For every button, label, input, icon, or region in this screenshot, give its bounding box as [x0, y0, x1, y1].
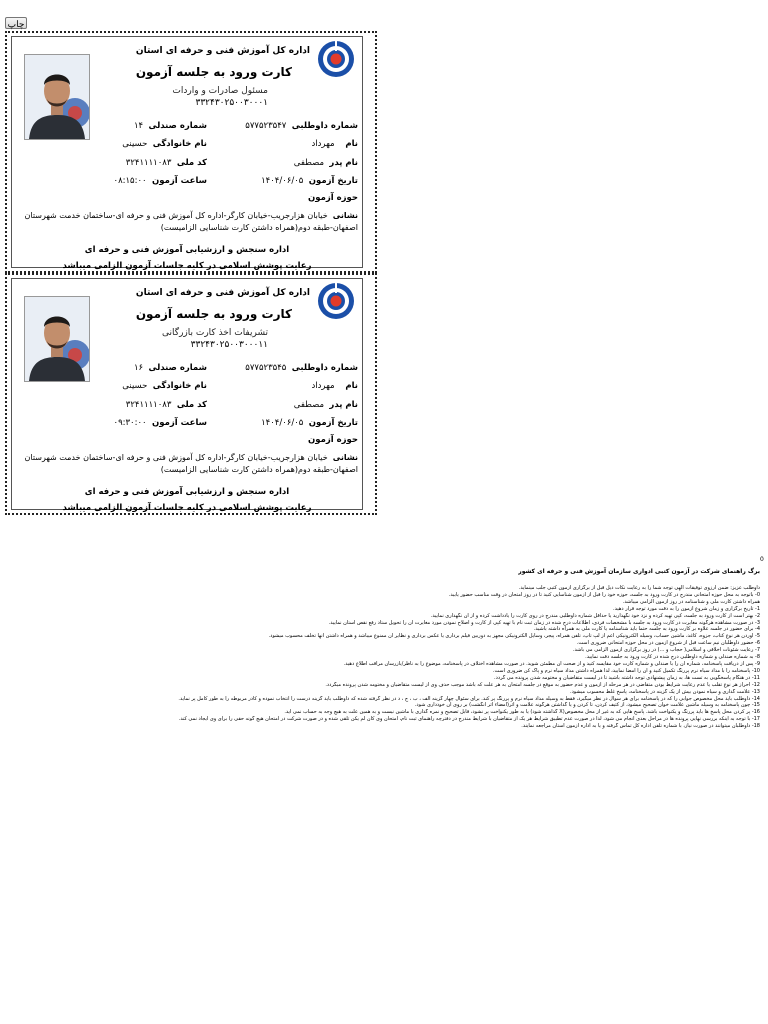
exam-area: حوزه آزمون	[308, 193, 358, 203]
guide-line: 4- برای حضور در جلسه علاوه بر کارت ورود به جلسه حتما باید شناسنامه یا کارت ملی به همراه داشته باشید.	[533, 626, 760, 633]
guide-line: 17- با توجه به اینکه بررسی نهایی پرونده ها در مراحل بعدی انجام می شود، لذا در صورت عدم تطبیق شرایط هر یک از متقاضیان با شرایط مندرج در دفترچه راهنمای ثبت نام، امتحان وی کان لم یکن تلقی شده و در صورت شرکت در امتحان هیچ گونه حقی را برای وی ایجاد نمی کند.	[178, 716, 760, 723]
tvto-logo-icon	[316, 39, 356, 79]
guide-number: 0	[760, 556, 764, 563]
guide-line: 15- چون پاسخنامه به وسیله ماشین علامت خوان تصحیح میشود، از کثیف کردن، تا کردن و یا گذاشتن هرگونه علامت و اثر(امضاء اثر انگشت) بر روی آن خودداری شود.	[414, 702, 760, 709]
guide-line: 6- حضور داوطلبان نیم ساعت قبل از شروع آزمون در محل حوزه امتحانی ضروری است.	[576, 640, 760, 647]
org-title: اداره کل آموزش فنی و حرفه ای استان	[135, 46, 310, 56]
guide-line: 14- داوطلب باید محل مخصوص جوابی را که در پاسخنامه برای هر سوال در نظر میگیرد، فقط به وسیله مداد سیاه نرم و پررنگ پر کند. برای سئوال چهار گزینه الف ، ب ، ج ، د در نظر گرفته شده که داوطلب باید گزینه درست را انتخاب نموده و کادر مربوطه را به طور کامل پر نماید.	[178, 695, 760, 702]
guide-line: 7- رعایت شئونات اخلاقی و اسلامی( حجاب و ...) در روز برگزاری آزمون الزامی می باشد.	[572, 647, 760, 654]
candidate-photo	[24, 296, 90, 382]
exam-time: ساعت آزمون ۰۹:۳۰:۰۰	[113, 418, 207, 428]
guide-line: همراه داشتن کارت ملی و شناسنامه در روز آزمون الزامی میباشد.	[622, 598, 760, 605]
father-name: نام پدر مصطفی	[293, 158, 358, 168]
last-name: نام خانوادگی حسینی	[122, 381, 207, 391]
guide-line: 10- پاسخنامه را با مداد سیاه نرم پررنگ تکمیل کنید و آن را امضا نمایید، لذا همراه داشتن مداد سیاه نرم و پاک کن ضروری است.	[492, 667, 760, 674]
footer-note: رعایت پوشش اسلامی در کلیه جلسات آزمون الزامی میباشد	[62, 261, 312, 271]
guide-line: 5- آوردن هر نوع کتاب، جزوه، کاغذ، ماشین حساب، وسیله الکترونیکی اعم از لپ تاپ، تلفن همراه، پیجر، وسایل الکترونیکی مجهز به دوربین فیلم برداری یا عکس برداری و نظایر آن ممنوع میباشد و همراه داشتن آنها تخلف محسوب میشود.	[268, 633, 760, 640]
guide-list	[100, 585, 760, 730]
guide-line: 3- در صورت مشاهده هرگونه مغایرت در کارت ورود به جلسه با مشخصات فردی، اطلاعات درج شده در زمان ثبت نام با تهیه کپی از کارت و اصلاح نمودن مورد مغایرت آن را تحویل ستاد رفع نقص استان نمایید.	[328, 619, 760, 626]
national-id: کد ملی ۳۲۴۱۱۱۱۰۸۳	[125, 400, 207, 410]
address: نشانی خیابان هزارجریب-خیابان کارگر-اداره کل آموزش فنی و حرفه ای-ساختمان خدمت شهرستان اصفهان-طبقه دوم(همراه داشتن کارت شناسایی الزامیست)	[24, 453, 358, 474]
first-name: نام مهرداد	[311, 139, 358, 149]
last-name: نام خانوادگی حسینی	[122, 139, 207, 149]
footer-dept: اداره سنجش و ارزشیابی آموزش فنی و حرفه ای	[84, 245, 290, 255]
exam-time: ساعت آزمون ۰۸:۱۵:۰۰	[113, 176, 207, 186]
guide-line: 12- احراز هر نوع تقلب یا عدم رعایت شرایط بودن متقاضی در هر مرحله از آزمون و عدم حضور به موقع در جلسه امتحان به هر علت که باشد موجب حذف وی از لیست متقاضیان و مختومه شدن پرونده میگردد.	[325, 681, 760, 688]
tvto-logo-icon	[316, 281, 356, 321]
guide-line: 2- بهتر است از کارت ورود به جلسه، کپی تهیه کرده و نزد خود نگهدارید یا حداقل شماره داوطلبی مندرج در روی کارت را یادداشت کرده و از آن نگهداری نمایید.	[430, 612, 760, 619]
card-frame	[11, 278, 363, 513]
exam-date: تاریخ آزمون ۱۴۰۴/۰۶/۰۵	[261, 176, 358, 186]
job-code: ۳۳۲۴۳۰۲۵۰۰۳۰۰۰۱۱	[190, 340, 268, 350]
guide-line: داوطلب عزیز: ضمن آرزوی توفیقات الهی توجه شما را به رعایت نکات ذیل قبل از برگزاری آزمون کتبی جلب مینماید.	[518, 585, 760, 591]
first-name: نام مهرداد	[311, 381, 358, 391]
guide-line: 8- به شماره صندلی و شماره داوطلبی درج شده در کارت ورود به جلسه دقت نمایید.	[585, 654, 760, 661]
exam-area: حوزه آزمون	[308, 435, 358, 445]
guide-line: 18- داوطلبان میتوانند در صورت نیاز، با شماره تلفن اداره کل تماس گرفته و یا به اداره آزمون استان مراجعه نمایند.	[521, 723, 760, 730]
footer-dept: اداره سنجش و ارزشیابی آموزش فنی و حرفه ای	[84, 487, 290, 497]
print-button[interactable]: چاپ	[5, 17, 27, 29]
exam-card-1	[5, 31, 377, 273]
address: نشانی خیابان هزارجریب-خیابان کارگر-اداره کل آموزش فنی و حرفه ای-ساختمان خدمت شهرستان اصفهان-طبقه دوم(همراه داشتن کارت شناسایی الزامیست)	[24, 211, 358, 232]
volunteer-number: شماره داوطلبی ۵۷۷۵۲۳۵۴۵	[245, 363, 358, 373]
volunteer-number: شماره داوطلبی ۵۷۷۵۲۳۵۴۷	[245, 121, 358, 131]
guide-line: 11- در هنگام پاسخگویی به تست ها، به زمان پیشنهادی توجه داشته باشید تا در لیست متقاضیان و مختومه شدن پرونده می گردد.	[494, 674, 760, 681]
exam-date: تاریخ آزمون ۱۴۰۴/۰۶/۰۵	[261, 418, 358, 428]
national-id: کد ملی ۳۲۴۱۱۱۱۰۸۳	[125, 158, 207, 168]
candidate-photo	[24, 54, 90, 140]
exam-card-2	[5, 273, 377, 515]
job-title: تشریفات اخذ کارت بازرگانی	[162, 328, 268, 338]
seat-number: شماره صندلی ۱۴	[133, 121, 207, 131]
card-title: کارت ورود به جلسه آزمون	[135, 307, 292, 321]
footer-note: رعایت پوشش اسلامی در کلیه جلسات آزمون الزامی میباشد	[62, 503, 312, 513]
org-title: اداره کل آموزش فنی و حرفه ای استان	[135, 288, 310, 298]
guide-line: 13- علامت گذاری و سیاه نمودن بیش از یک گزینه در پاسخنامه، پاسخ غلط محسوب میشود.	[569, 688, 760, 695]
card-frame	[11, 36, 363, 271]
job-code: ۳۳۲۴۳۰۲۵۰۰۳۰۰۰۱	[195, 98, 268, 108]
seat-number: شماره صندلی ۱۶	[133, 363, 207, 373]
card-title: کارت ورود به جلسه آزمون	[135, 65, 292, 79]
guide-line: 9- پس از دریافت پاسخنامه، شماره آن را با صندلی و شماره کارت خود مقایسه کنید و از صحت آن مطمئن شوید. در صورت مشاهده اختلاف در پاسخنامه، موضوع را به ناظر/بازرسان مراقب اطلاع دهید.	[343, 660, 760, 667]
guide-title: برگ راهنمای شرکت در آزمون کتبی ادواری سازمان آموزش فنی و حرفه ای کشور	[518, 568, 760, 575]
guide-line: 0- باتوجه به محل حوزه امتحانی مندرج در کارت ورود به جلسه، حوزه خود را قبل از آزمون شناسایی کنید تا در روز امتحان در وقت مناسب حضور یابید.	[448, 591, 760, 598]
father-name: نام پدر مصطفی	[293, 400, 358, 410]
guide-line: 1- تاریخ برگزاری و زمان شروع آزمون را به دقت مورد توجه قرار دهید.	[613, 605, 760, 612]
job-title: مسئول صادرات و واردات	[172, 86, 268, 96]
guide-line: 16- پر کردن محل پاسخ ها باید پررنگ و یکنواخت باشد. پاسخ هایی که به غیر از محل مخصوص(X گذاشته شود) یا به طور یکنواخت پر نشود، قابل تصحیح و نمره گذاری با ماشین نیست و به همین علت به هیچ وجه به حساب نمی آید.	[284, 709, 760, 716]
